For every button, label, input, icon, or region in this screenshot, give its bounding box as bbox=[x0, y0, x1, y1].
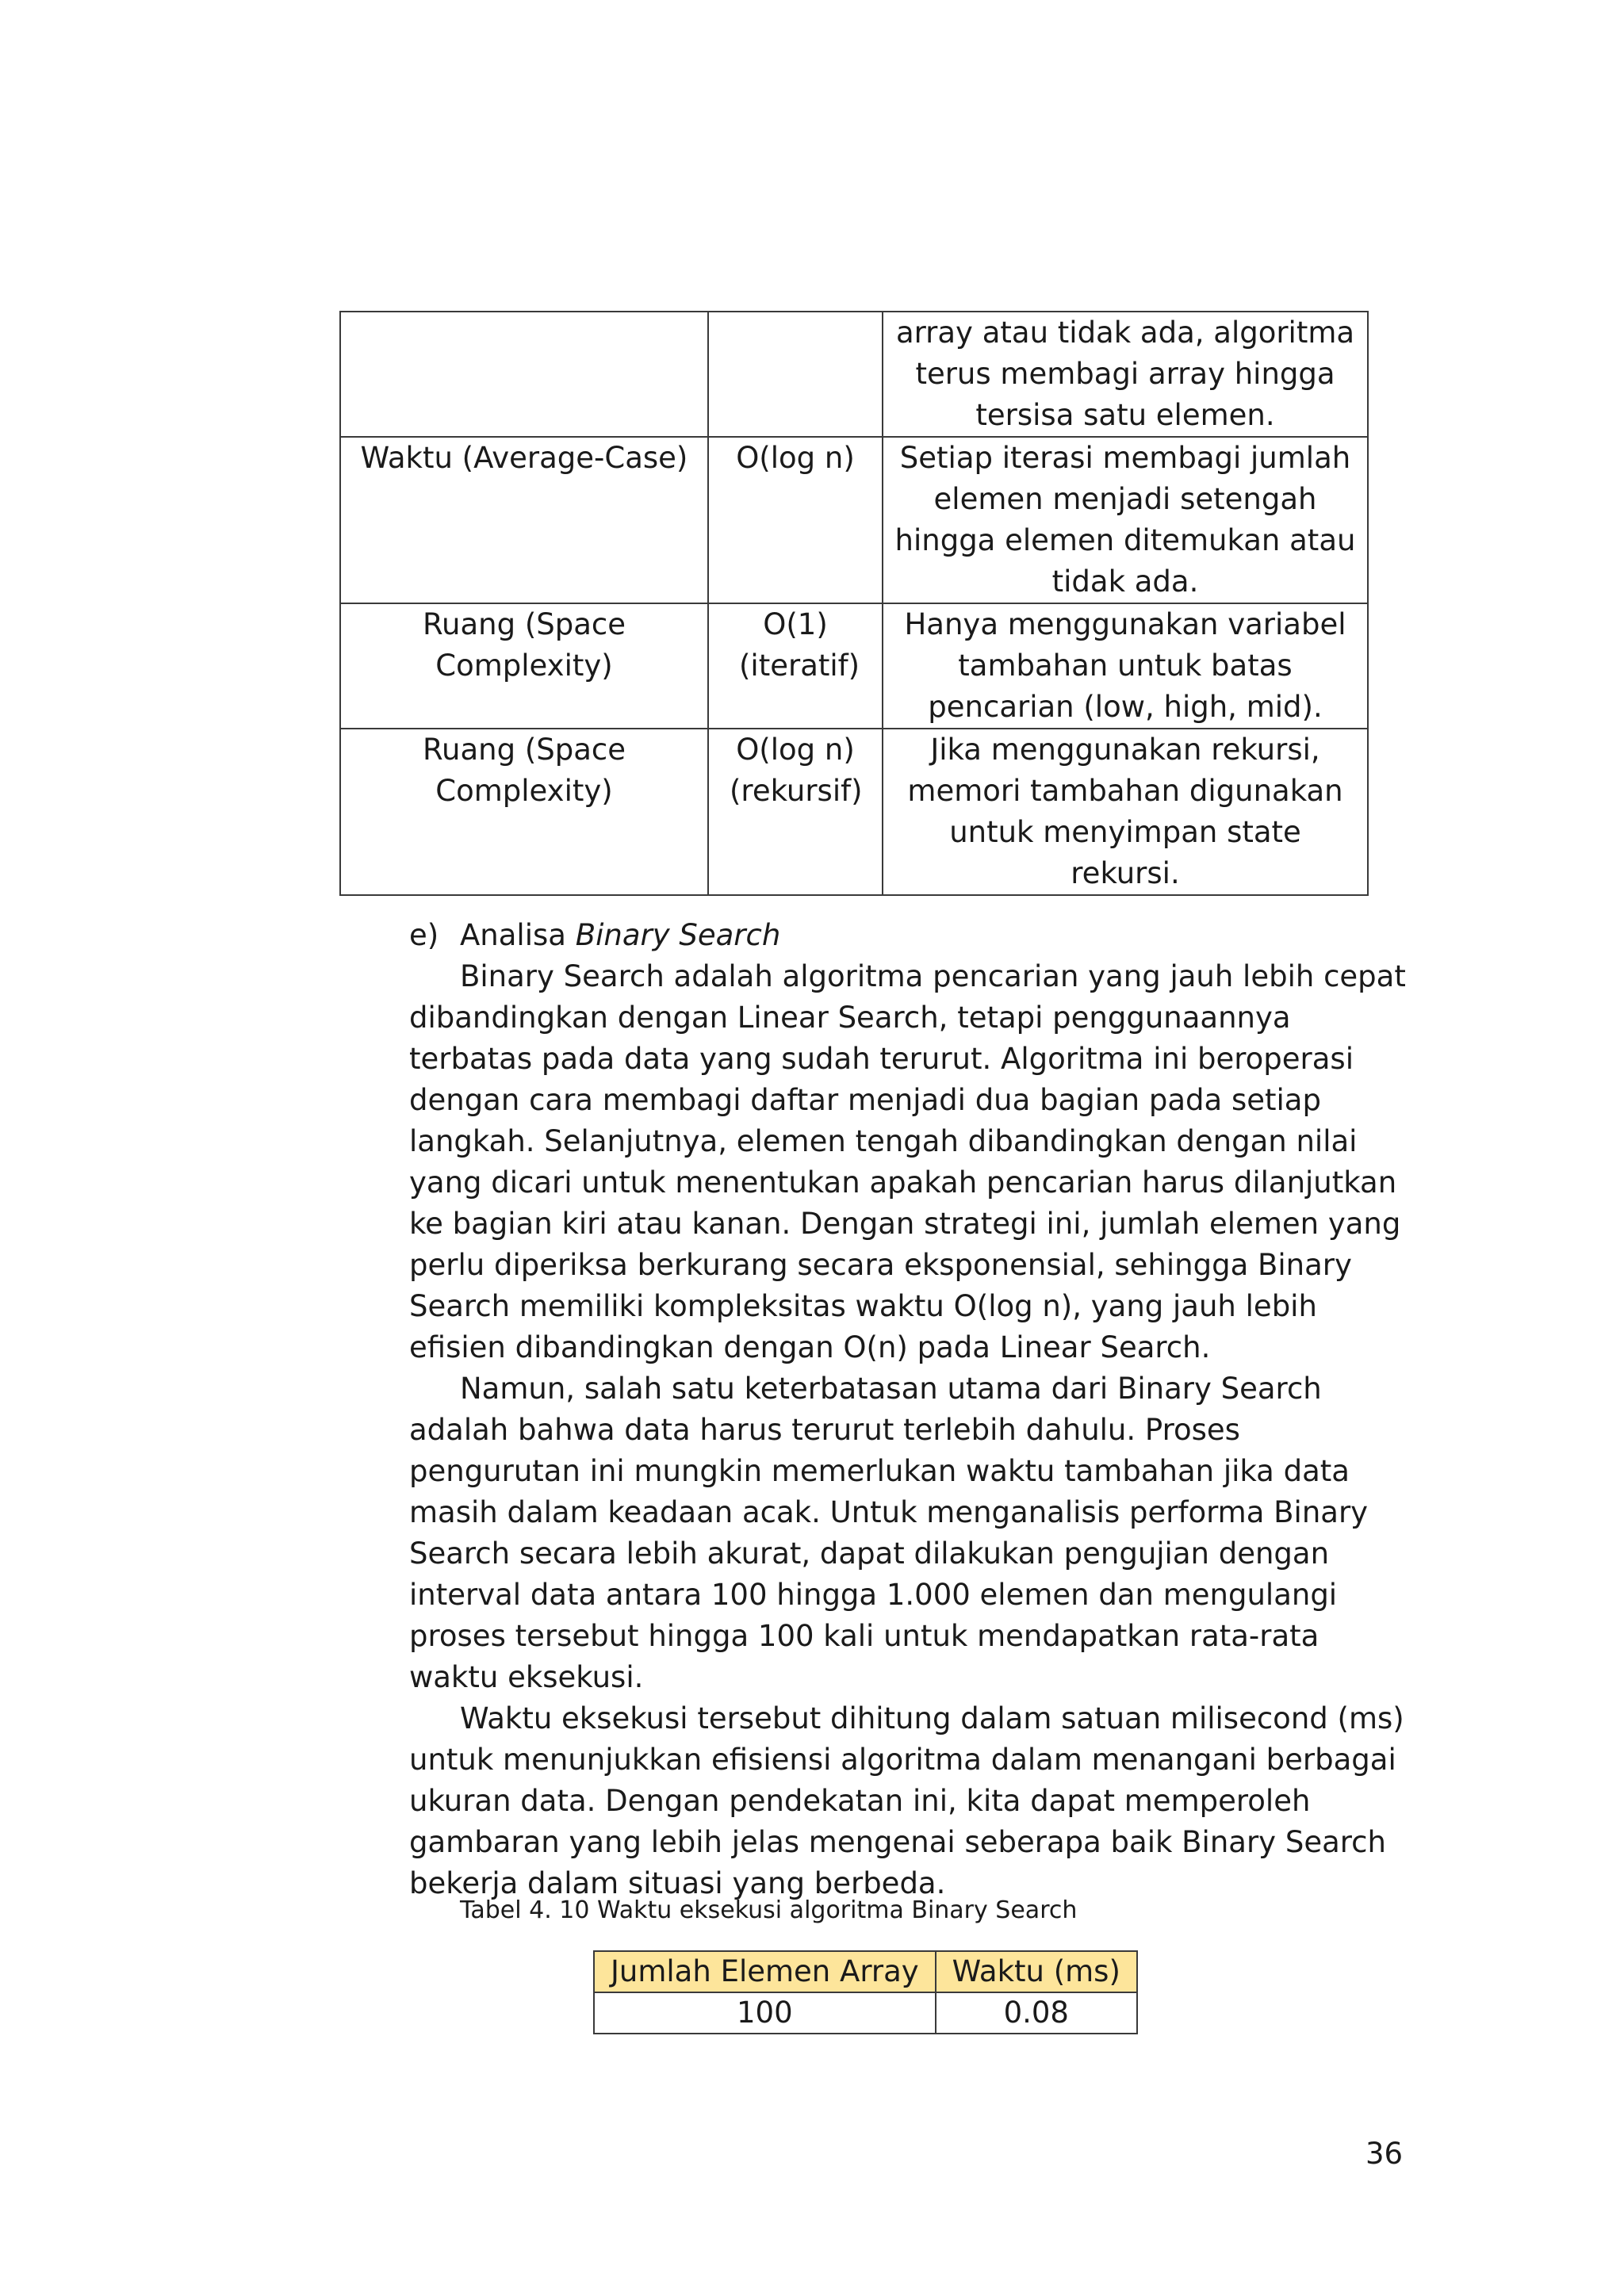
table-row bbox=[340, 312, 1368, 437]
notation-cell: O(1) (iteratif) bbox=[708, 603, 883, 729]
section-title bbox=[460, 915, 780, 956]
aspect-cell: Waktu (Average-Case) bbox=[340, 437, 708, 603]
notation-cell: O(log n) (rekursif) bbox=[708, 729, 883, 895]
section-letter: e) bbox=[409, 918, 439, 952]
table-row bbox=[594, 1992, 1137, 2034]
notation-cell: O(log n) bbox=[708, 437, 883, 603]
paragraph: Namun, salah satu keterbatasan utama dari Binary Search adalah bahwa data harus terurut terlebih dahulu. Proses pengurutan ini mungkin memerlukan waktu tambahan jika data masih dalam keadaan acak. Untuk menganalisis performa Binary Search secara lebih akurat, dapat dilakukan pengujian dengan interval data antara 100 hingga 1.000 elemen dan mengulangi proses tersebut hingga 100 kali untuk mendapatkan rata-rata waktu eksekusi. bbox=[409, 1372, 1369, 1694]
complexity-table bbox=[339, 311, 1369, 896]
table-row bbox=[340, 437, 1368, 603]
execution-time-table bbox=[593, 1950, 1138, 2034]
aspect-cell: Ruang (Space Complexity) bbox=[340, 603, 708, 729]
table-caption: Tabel 4. 10 Waktu eksekusi algoritma Binary Search bbox=[460, 1896, 1078, 1924]
paragraph: Binary Search adalah algoritma pencarian yang jauh lebih cepat dibandingkan dengan Linear Search, tetapi penggunaannya terbatas pada data yang sudah terurut. Algoritma ini beroperasi dengan cara membagi daftar menjadi dua bagian pada setiap langkah. Selanjutnya, elemen tengah dibandingkan dengan nilai yang dicari untuk menentukan apakah pencarian harus dilanjutkan ke bagian kiri atau kanan. Dengan strategi ini, jumlah elemen yang perlu diperiksa berkurang secara eksponensial, sehingga Binary Search memiliki kompleksitas waktu O(log n), yang jauh lebih efisien dibandingkan dengan O(n) pada Linear Search. bbox=[409, 959, 1406, 1364]
aspect-cell: Ruang (Space Complexity) bbox=[340, 729, 708, 895]
table-header-row bbox=[594, 1951, 1137, 1992]
table-row bbox=[340, 603, 1368, 729]
binary-search-analysis-section bbox=[409, 915, 1410, 1904]
description-cell: Setiap iterasi membagi jumlah elemen menjadi setengah hingga elemen ditemukan atau tidak ada. bbox=[883, 437, 1368, 603]
page-number: 36 bbox=[1365, 2137, 1404, 2171]
section-heading bbox=[409, 915, 1410, 956]
header-cell-element-count: Jumlah Elemen Array bbox=[594, 1951, 936, 1992]
header-cell-time: Waktu (ms) bbox=[936, 1951, 1137, 1992]
time-cell: 0.08 bbox=[936, 1992, 1137, 2034]
description-cell: Jika menggunakan rekursi, memori tambahan digunakan untuk menyimpan state rekursi. bbox=[883, 729, 1368, 895]
table-row bbox=[340, 729, 1368, 895]
section-title-prefix: Analisa bbox=[460, 918, 566, 952]
description-cell: Hanya menggunakan variabel tambahan untuk batas pencarian (low, high, mid). bbox=[883, 603, 1368, 729]
description-cell: array atau tidak ada, algoritma terus membagi array hingga tersisa satu elemen. bbox=[883, 312, 1368, 437]
aspect-cell bbox=[340, 312, 708, 437]
notation-cell bbox=[708, 312, 883, 437]
section-title-emphasis: Binary Search bbox=[575, 918, 781, 952]
element-count-cell: 100 bbox=[594, 1992, 936, 2034]
paragraph: Waktu eksekusi tersebut dihitung dalam satuan milisecond (ms) untuk menunjukkan efisiensi algoritma dalam menangani berbagai ukuran data. Dengan pendekatan ini, kita dapat memperoleh gambaran yang lebih jelas mengenai seberapa baik Binary Search bekerja dalam situasi yang berbeda. bbox=[409, 1701, 1404, 1900]
